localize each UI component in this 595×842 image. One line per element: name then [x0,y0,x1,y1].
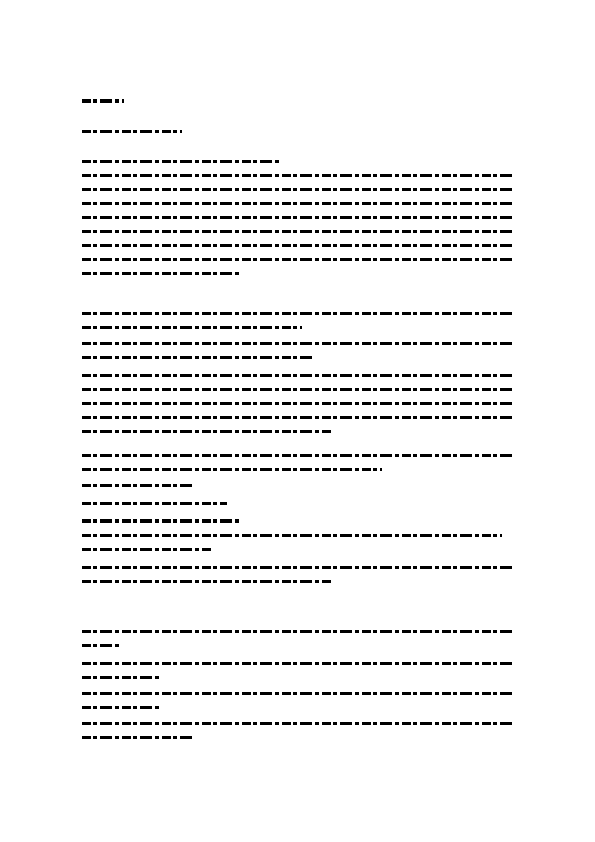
heading [82,98,512,107]
date-line [82,128,512,138]
paragraph-5 [82,452,512,476]
subheading [82,518,512,527]
short-line-2 [82,500,512,510]
paragraph-7 [82,564,512,588]
paragraph-8 [82,628,512,652]
paragraph-4 [82,372,512,438]
paragraph-2 [82,310,512,334]
paragraph-10 [82,690,512,714]
heading-text [82,98,512,106]
paragraph-1 [82,158,512,280]
paragraph-6 [82,532,512,556]
paragraph-9 [82,660,512,684]
short-line-1 [82,482,512,492]
paragraph-3 [82,340,512,364]
paragraph-11 [82,720,512,744]
